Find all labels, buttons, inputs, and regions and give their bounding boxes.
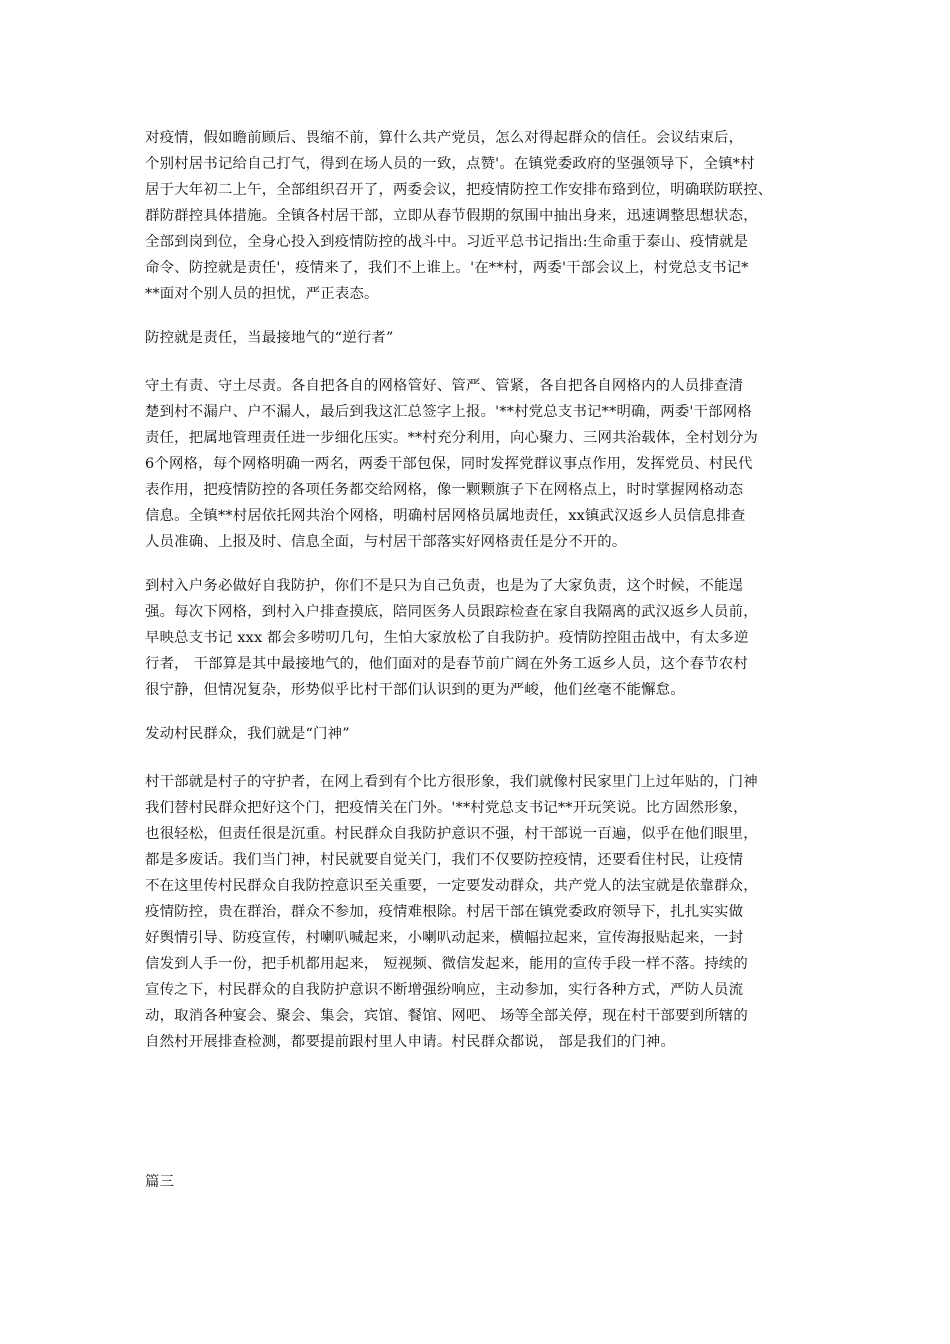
text-line: 命令、防控就是责任'，疫情来了，我们不上谁上。'在**村，两委'干部会议上，村党总支书记* xyxy=(145,260,749,276)
paragraph-self-protection xyxy=(145,573,810,703)
text-line: 自然村开展排查检测，都要提前跟村里人申请。村民群众都说， 部是我们的门神。 xyxy=(145,1034,676,1050)
text-line: 居于大年初二上午，全部组织召开了，两委会议，把疫情防控工作安排布臵到位，明确联防联控、 xyxy=(145,182,773,198)
text-line: 疫情防控，贵在群治，群众不参加，疫情难根除。村居干部在镇党委政府领导下，扎扎实实做 xyxy=(145,904,744,920)
text-line: 也很轻松，但责任很是沉重。村民群众自我防护意识不强，村干部说一百遍，似乎在他们眼里， xyxy=(145,826,758,842)
heading-text: 篇三 xyxy=(145,1174,175,1190)
text-line: 对疫情，假如瞻前顾后、畏缩不前，算什么共产党员，怎么对得起群众的信任。会议结束后， xyxy=(145,130,744,146)
text-line: **面对个别人员的担忧，严正表态。 xyxy=(145,286,379,302)
text-line: 6个网格，每个网格明确一两名，两委干部包保，同时发挥党群议事点作用，发挥党员、村民代 xyxy=(145,456,753,472)
text-line: 人员准确、上报及时、信息全面，与村居干部落实好网格责任是分不开的。 xyxy=(145,534,627,550)
text-line: 宣传之下，村民群众的自我防护意识不断增强纷响应，主动参加，实行各种方式，严防人员流 xyxy=(145,982,744,998)
section-heading-responsibility xyxy=(145,325,810,351)
text-line: 很宁静，但情况复杂，形势似乎比村干部们认识到的更为严峻，他们丝毫不能懈怠。 xyxy=(145,682,685,698)
paragraph-mobilize-villagers xyxy=(145,769,810,1055)
text-line: 行者， 干部算是其中最接地气的，他们面对的是春节前广阔在外务工返乡人员，这个春节农村 xyxy=(145,656,748,672)
text-line: 好舆情引导、防疫宣传，村喇叭喊起来，小喇叭动起来，横幅拉起来，宣传海报贴起来，一封 xyxy=(145,930,744,946)
text-line: 都是多废话。我们当门神，村民就要自觉关门，我们不仅要防控疫情，还要看住村民，让疫情 xyxy=(145,852,744,868)
section-heading-part-three xyxy=(145,1169,810,1195)
section-heading-door-guardians xyxy=(145,721,810,747)
text-line: 不在这里传村民群众自我防控意识至关重要，一定要发动群众，共产党人的法宝就是依靠群众， xyxy=(145,878,758,894)
text-line: 信发到人手一份，把手机都用起来， 短视频、微信发起来，能用的宣传手段一样不落。持续的 xyxy=(145,956,748,972)
text-line: 守土有责、守土尽责。各自把各自的网格管好、管严、管紧，各自把各自网格内的人员排查清 xyxy=(145,378,744,394)
paragraph-meeting-stance xyxy=(145,125,810,307)
text-line: 群防群控具体措施。全镇各村居干部，立即从春节假期的氛围中抽出身来，迅速调整思想状态， xyxy=(145,208,758,224)
text-line: 强。每次下网格，到村入户排查摸底，陪同医务人员跟踪检查在家自我隔离的武汉返乡人员前， xyxy=(145,604,758,620)
text-line: 村干部就是村子的守护者，在网上看到有个比方很形象，我们就像村民家里门上过年贴的，门神 xyxy=(145,774,758,790)
text-line: 我们替村民群众把好这个门，把疫情关在门外。'**村党总支书记**开玩笑说。比方固然形象， xyxy=(145,800,748,816)
text-line: 早映总支书记 xxx 都会多唠叨几句，生怕大家放松了自我防护。疫情防控阻击战中，有太多逆 xyxy=(145,630,749,646)
text-line: 到村入户务必做好自我防护，你们不是只为自己负责，也是为了大家负责，这个时候，不能逞 xyxy=(145,578,744,594)
text-line: 表作用，把疫情防控的各项任务都交给网格，像一颗颗旗子下在网格点上，时时掌握网格动态 xyxy=(145,482,744,498)
text-line: 动，取消各种宴会、聚会、集会，宾馆、餐馆、网吧、 场等全部关停，现在村干部要到所辖的 xyxy=(145,1008,748,1024)
text-line: 全部到岗到位，全身心投入到疫情防控的战斗中。习近平总书记指出:生命重于泰山、疫情就是 xyxy=(145,234,749,250)
text-line: 楚到村不漏户、户不漏人，最后到我这汇总签字上报。'**村党总支书记**明确，两委'干部网格 xyxy=(145,404,752,420)
text-line: 责任，把属地管理责任进一步细化压实。**村充分利用，向心聚力、三网共治载体，全村划分为 xyxy=(145,430,759,446)
paragraph-grid-management xyxy=(145,373,810,555)
text-line: 信息。全镇**村居依托网共治个网格，明确村居网格员属地责任，xx镇武汉返乡人员信息排查 xyxy=(145,508,746,524)
heading-text: 发动村民群众，我们就是“门神” xyxy=(145,726,350,742)
text-line: 个别村居书记给自己打气，得到在场人员的一致，点赞'。在镇党委政府的坚强领导下，全镇*村 xyxy=(145,156,755,172)
heading-text: 防控就是责任，当最接地气的“逆行者” xyxy=(145,330,394,346)
